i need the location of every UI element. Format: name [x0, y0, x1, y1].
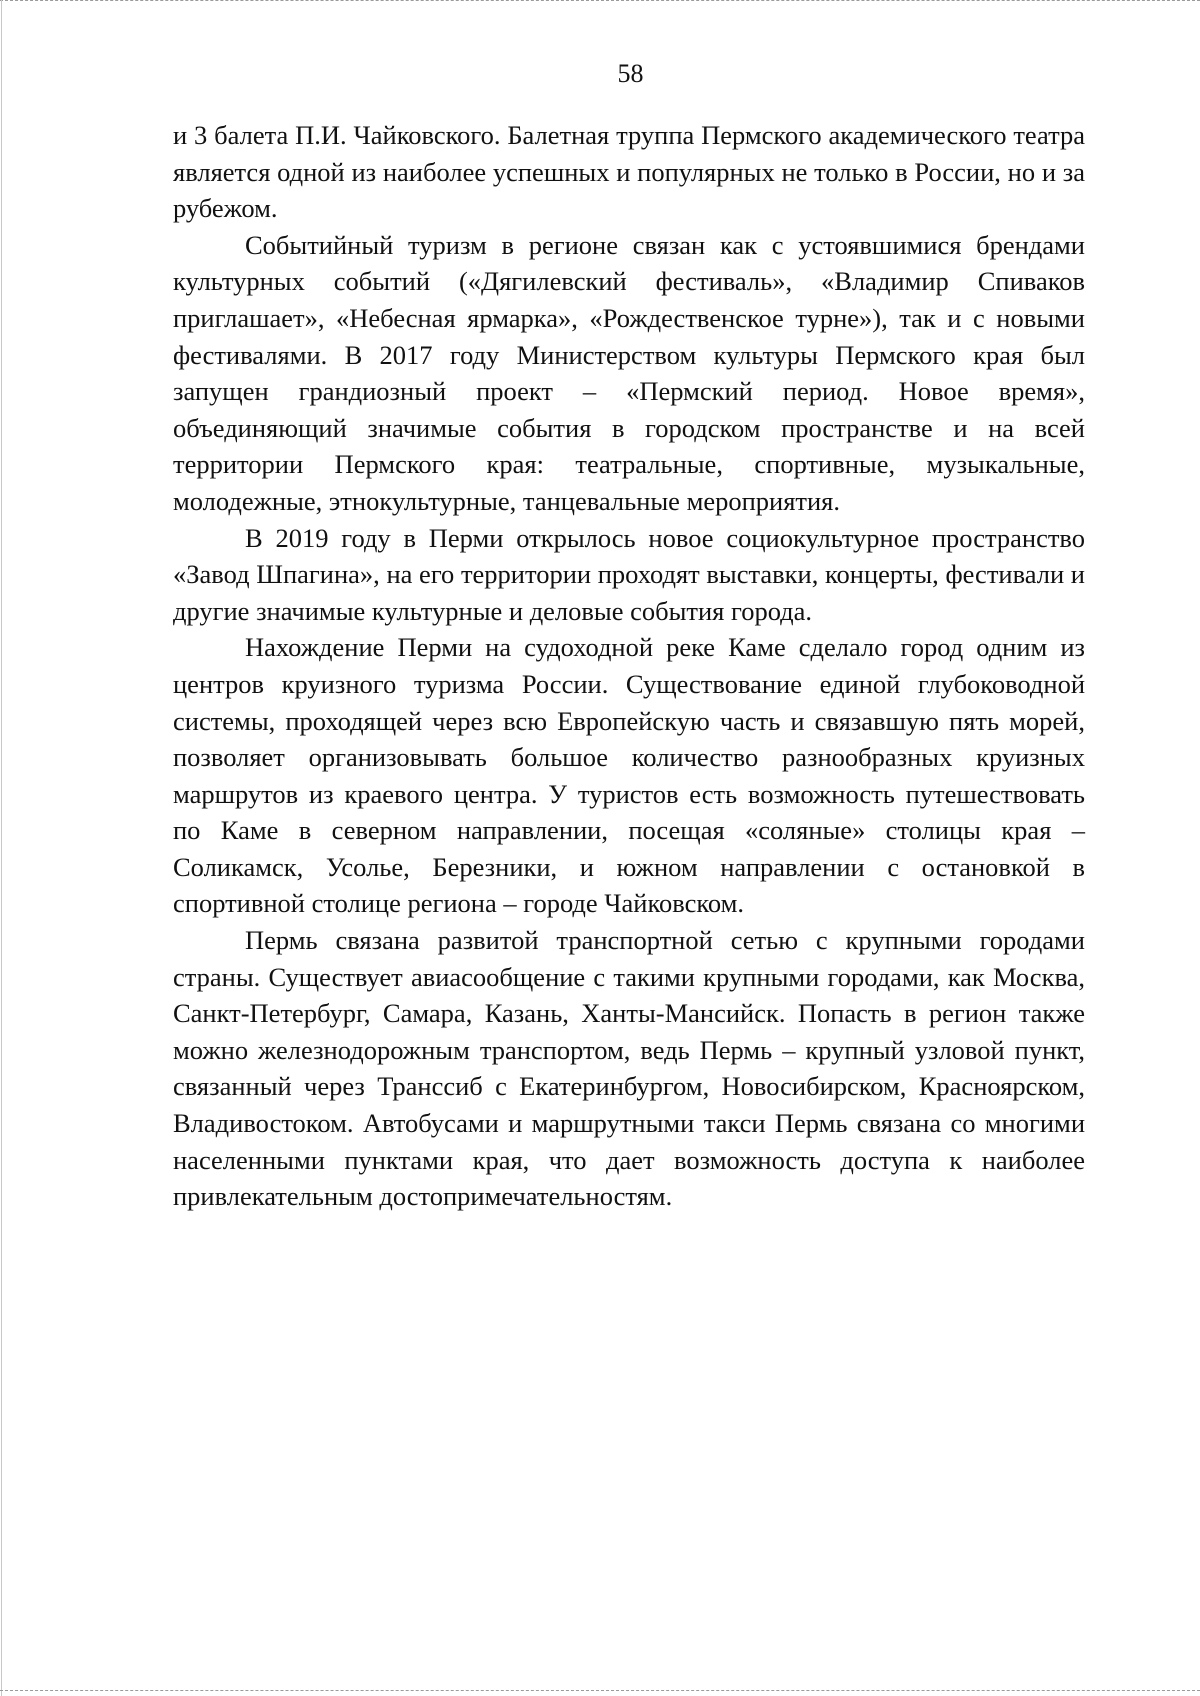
paragraph-5: Пермь связана развитой транспортной сетью с крупными городами страны. Существует авиасообщение с такими крупными городами, как Москва, Санкт-Петербург, Самара, Казань, Ханты-Мансийск. Попасть в регион также можно железнодорожным транспортом, ведь Пермь – крупный узловой пункт, связанный через Транссиб с Екатеринбургом, Новосибирском, Красноярском, Владивостоком. Автобусами и маршрутными такси Пермь связана со многими населенными пунктами края, что дает возможность доступа к наиболее привлекательным достопримечательностям.	[173, 925, 1085, 1212]
scan-edge-left	[1, 0, 2, 1696]
paragraph-4: Нахождение Перми на судоходной реке Каме сделало город одним из центров круизного туризма России. Существование единой глубоководной системы, проходящей через всю Европейскую часть и связавшую пять морей, позволяет организовывать большое количество разнообразных круизных маршрутов из краевого центра. У туристов есть возможность путешествовать по Каме в северном направлении, посещая «соляные» столицы края – Соликамск, Усолье, Березники, и южном направлении с остановкой в спортивной столице региона – городе Чайковском.	[173, 632, 1085, 919]
body-text	[173, 117, 1085, 1215]
scan-edge-bottom	[0, 1690, 1200, 1693]
paragraph-2: Событийный туризм в регионе связан как с устоявшимися брендами культурных событий («Дягилевский фестиваль», «Владимир Спиваков приглашает», «Небесная ярмарка», «Рождественское турне»), так и с новыми фестивалями. В 2017 году Министерством культуры Пермского края был запущен грандиозный проект – «Пермский период. Новое время», объединяющий значимые события в городском пространстве и на всей территории Пермского края: театральные, спортивные, музыкальные, молодежные, этнокультурные, танцевальные мероприятия.	[173, 229, 1085, 516]
page-number: 58	[617, 59, 644, 88]
scan-edge-top	[0, 0, 1200, 3]
paragraph-3: В 2019 году в Перми открылось новое социокультурное пространство «Завод Шпагина», на его территории проходят выставки, концерты, фестивали и другие значимые культурные и деловые события города.	[173, 522, 1085, 626]
paragraph-1: и 3 балета П.И. Чайковского. Балетная труппа Пермского академического театра является одной из наиболее успешных и популярных не только в России, но и за рубежом.	[173, 120, 1085, 224]
